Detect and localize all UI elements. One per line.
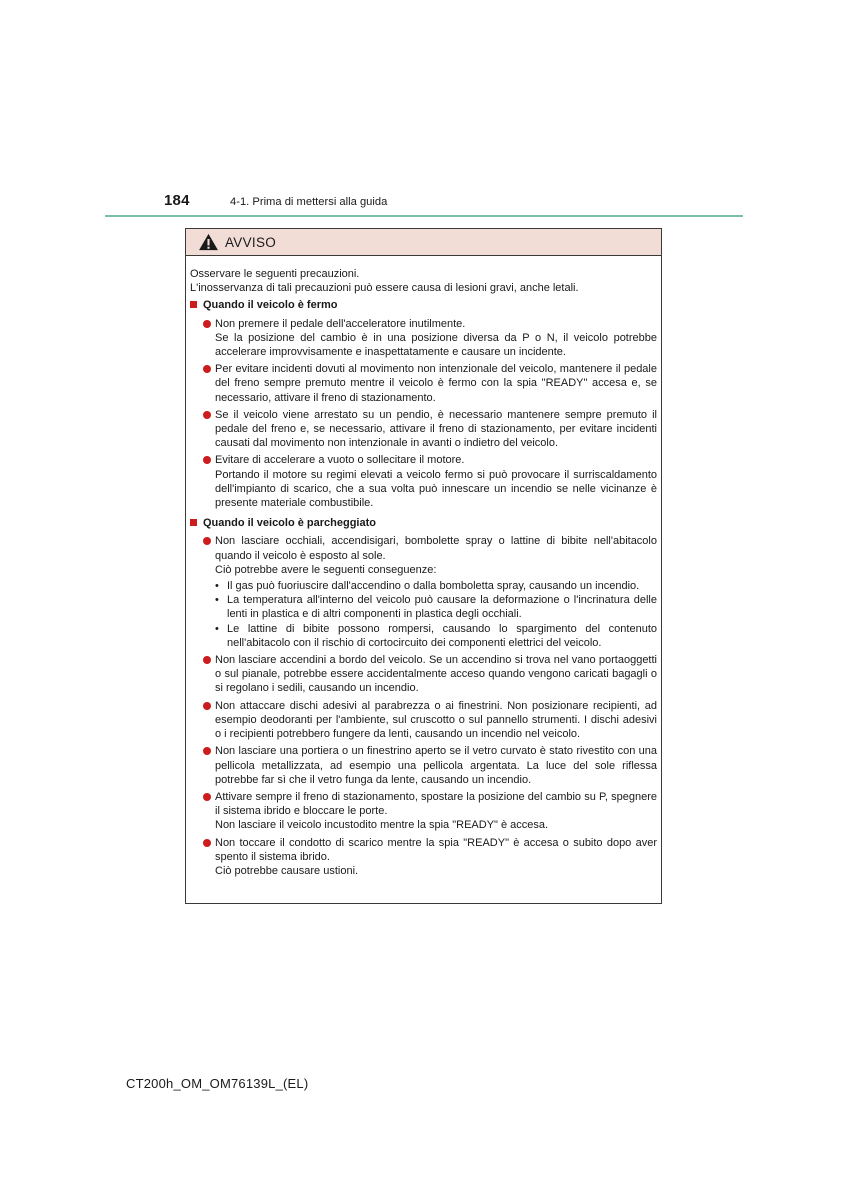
dash-marker: • — [215, 622, 219, 635]
footer-code: CT200h_OM_OM76139L_(EL) — [126, 1076, 309, 1091]
bullet-item — [190, 534, 657, 650]
bullet-line: Se il veicolo viene arrestato su un pendio, è necessario mantenere sempre premuto il pedale del freno e, se necessario, attivare il freno di stazionamento, per evitare incidenti causati dal movimento non intenzionale in avanti o indietro del veicolo. — [215, 408, 657, 450]
bullet-line: Non lasciare una portiera o un finestrino aperto se il vetro curvato è stato rivestito con una pellicola metallizzata, ad esempio una pellicola argentata. La luce del sole riflessa potrebbe far sì che il vetro funga da lente, causando un incendio. — [215, 745, 657, 786]
warning-header — [186, 229, 661, 256]
dash-item — [215, 593, 657, 621]
bullet-line: Non lasciare il veicolo incustodito mentre la spia "READY" è accesa. — [215, 819, 549, 832]
red-dot-marker — [203, 702, 211, 710]
red-dot-marker — [203, 365, 211, 373]
bullet-line: Ciò potrebbe avere le seguenti conseguenze: — [215, 563, 437, 576]
red-dot-marker — [203, 747, 211, 755]
red-dot-marker — [203, 793, 211, 801]
warning-title: AVVISO — [225, 234, 277, 250]
bullet-item — [190, 790, 657, 833]
dash-text: La temperatura all'interno del veicolo può causare la deformazione o l'incrinatura delle lenti in plastica e di altri componenti in plastica degli occhiali. — [227, 594, 657, 621]
bullet-list-parked — [190, 534, 657, 878]
bullet-line: Ciò potrebbe causare ustioni. — [215, 864, 359, 877]
bullet-item — [190, 744, 657, 787]
bullet-item — [190, 699, 657, 742]
page-number: 184 — [164, 192, 190, 209]
bullet-item — [190, 453, 657, 510]
bullet-line: Se la posizione del cambio è in una posizione diversa da P o N, il veicolo potrebbe accelerare improvvisamente e inaspettatamente e causare un incidente. — [215, 331, 657, 359]
bullet-item — [190, 362, 657, 405]
intro-line: L'inosservanza di tali precauzioni può essere causa di lesioni gravi, anche letali. — [190, 282, 579, 295]
header-rule — [105, 215, 743, 217]
bullet-item — [190, 408, 657, 451]
bullet-item — [190, 653, 657, 696]
subheading-stationary — [190, 298, 657, 312]
bullet-line: Non lasciare accendini a bordo del veicolo. Se un accendino si trova nel vano portaoggetti o sul pianale, potrebbe essere accidentalmente acceso quando vengono caricati bagagli o si regolano i sedili, causando un incendio. — [215, 654, 657, 695]
red-dot-marker — [203, 411, 211, 419]
section-title: 4-1. Prima di mettersi alla guida — [230, 196, 388, 208]
dash-text: Il gas può fuoriuscire dall'accendino o dalla bomboletta spray, causando un incendio. — [227, 580, 640, 593]
dash-item — [215, 622, 657, 650]
bullet-line: Non attaccare dischi adesivi al parabrezza o ai finestrini. Non posizionare recipienti, ad esempio deodoranti per l'ambiente, sul cruscotto o sul pannello strumenti. I dischi adesivi o i recipienti potrebbero fungere da lenti, causando un incendio nel veicolo. — [215, 699, 657, 741]
dash-marker: • — [215, 594, 219, 607]
intro-line: Osservare le seguenti precauzioni. — [190, 268, 360, 280]
subheading-text: Quando il veicolo è fermo — [203, 299, 338, 312]
red-dot-marker — [203, 656, 211, 664]
bullet-line: Per evitare incidenti dovuti al movimento non intenzionale del veicolo, mantenere il pedale del freno sempre premuto mentre il veicolo è fermo con la spia "READY" accesa e, se necessario, attivare il freno di stazionamento. — [215, 363, 657, 404]
red-square-marker — [190, 301, 197, 308]
warning-body — [186, 256, 661, 878]
bullet-line: Portando il motore su regimi elevati a veicolo fermo si può provocare il surriscaldamento dell'impianto di scarico, che a sua volta può innescare un incendio se nelle vicinanze è presente materiale combustibile. — [215, 468, 657, 510]
red-dot-marker — [203, 537, 211, 545]
subheading-text: Quando il veicolo è parcheggiato — [203, 517, 376, 530]
red-dot-marker — [203, 320, 211, 328]
bullet-line: Non toccare il condotto di scarico mentre la spia "READY" è accesa o subito dopo aver spento il sistema ibrido. — [215, 836, 657, 863]
red-dot-marker — [203, 456, 211, 464]
warning-triangle-icon — [198, 233, 219, 251]
dash-item — [215, 579, 657, 593]
bullet-item — [190, 317, 657, 360]
red-dot-marker — [203, 839, 211, 847]
bullet-line: Attivare sempre il freno di stazionamento, spostare la posizione del cambio su P, spegnere il sistema ibrido e bloccare le porte. — [215, 790, 657, 818]
bullet-line: Evitare di accelerare a vuoto o sollecitare il motore. — [215, 454, 465, 467]
bullet-list-stationary — [190, 317, 657, 511]
bullet-item — [190, 836, 657, 879]
bullet-line: Non lasciare occhiali, accendisigari, bombolette spray o lattine di bibite nell'abitacolo quando il veicolo è esposto al sole. — [215, 535, 657, 562]
dash-list — [215, 579, 657, 650]
red-square-marker — [190, 519, 197, 526]
bullet-line: Non premere il pedale dell'acceleratore inutilmente. — [215, 317, 466, 330]
subheading-parked — [190, 516, 657, 530]
dash-marker: • — [215, 580, 219, 593]
dash-text: Le lattine di bibite possono rompersi, causando lo spargimento del contenuto nell'abitacolo con il rischio di cortocircuito dei componenti elettrici del veicolo. — [227, 622, 657, 649]
warning-box — [185, 228, 662, 904]
